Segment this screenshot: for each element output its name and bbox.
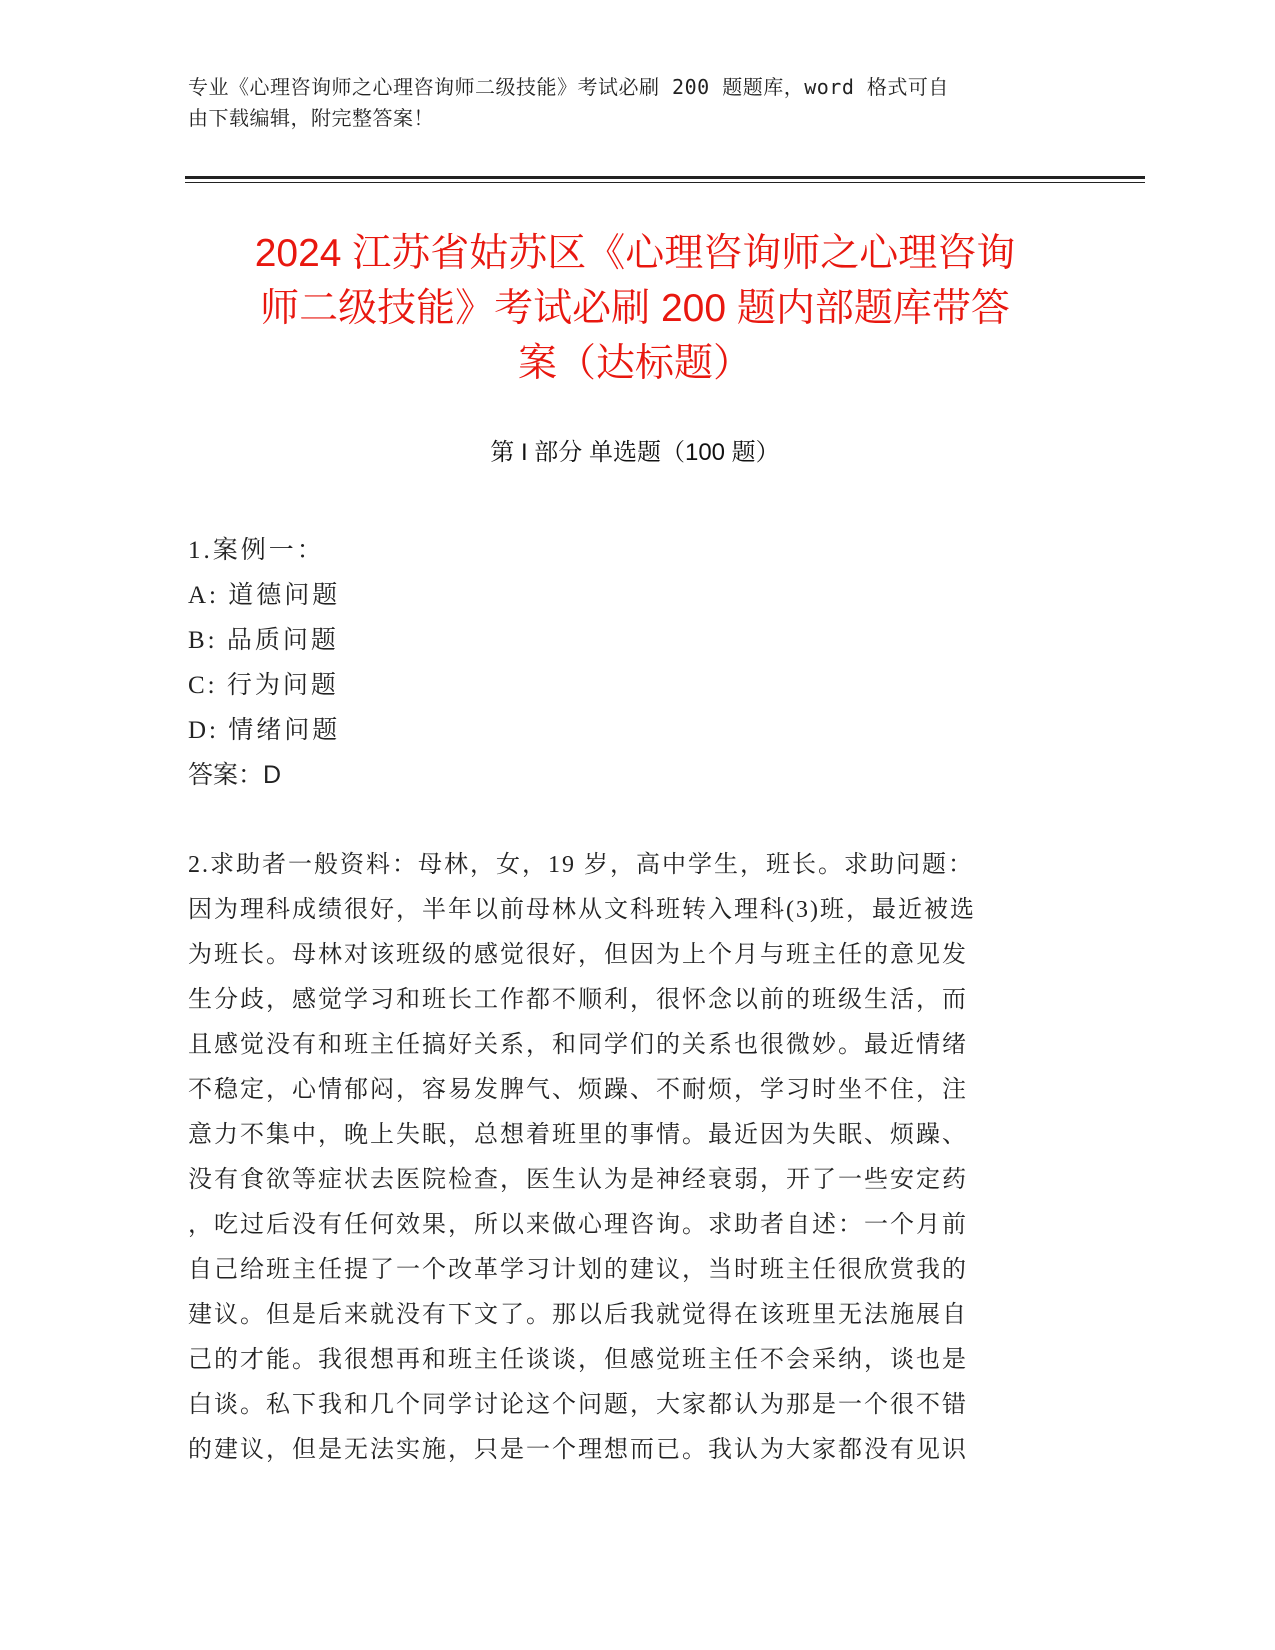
- header-divider-thick: [185, 176, 1145, 179]
- question-1-answer: 答案：D: [188, 761, 282, 789]
- question-2-line: 的建议，但是无法实施，只是一个理想而已。我认为大家都没有见识: [188, 1437, 968, 1463]
- question-1-option-d: D: 情绪问题: [188, 717, 341, 744]
- title-line-3: 案（达标题）: [517, 342, 752, 385]
- question-1-option-c: C: 行为问题: [188, 672, 339, 699]
- question-1-option-b: B: 品质问题: [188, 627, 339, 654]
- question-2: [188, 843, 1068, 1473]
- header-note-line-1: 专业《心理咨询师之心理咨询师二级技能》考试必刷 200 题题库，word 格式可自: [188, 75, 949, 99]
- question-2-line: 且感觉没有和班主任搞好关系，和同学们的关系也很微妙。最近情绪: [188, 1032, 968, 1058]
- document-title: [175, 226, 1095, 391]
- question-2-line: 意力不集中，晚上失眠，总想着班里的事情。最近因为失眠、烦躁、: [188, 1122, 968, 1148]
- question-2-line: ，吃过后没有任何效果，所以来做心理咨询。求助者自述：一个月前: [188, 1212, 968, 1238]
- header-divider-thin: [185, 182, 1145, 183]
- question-1-option-a: A: 道德问题: [188, 582, 341, 609]
- question-1-stem: 1.案例一：: [188, 537, 325, 564]
- question-1: [188, 528, 1068, 798]
- question-2-line: 不稳定，心情郁闷，容易发脾气、烦躁、不耐烦，学习时坐不住，注: [188, 1077, 968, 1103]
- question-2-line: 为班长。母林对该班级的感觉很好，但因为上个月与班主任的意见发: [188, 942, 968, 968]
- question-2-line: 己的才能。我很想再和班主任谈谈，但感觉班主任不会采纳，谈也是: [188, 1347, 968, 1373]
- section-heading: 第 I 部分 单选题（100 题）: [490, 439, 780, 466]
- question-2-line: 生分歧，感觉学习和班长工作都不顺利，很怀念以前的班级生活，而: [188, 987, 968, 1013]
- question-2-line: 因为理科成绩很好，半年以前母林从文科班转入理科(3)班，最近被选: [188, 897, 976, 923]
- header-note-line-2: 由下载编辑，附完整答案！: [188, 106, 434, 130]
- question-2-line: 白谈。私下我和几个同学讨论这个问题，大家都认为那是一个很不错: [188, 1392, 968, 1418]
- question-2-line: 没有食欲等症状去医院检查，医生认为是神经衰弱，开了一些安定药: [188, 1167, 968, 1193]
- title-line-2: 师二级技能》考试必刷 200 题内部题库带答: [260, 287, 1010, 330]
- header-note: [188, 72, 1068, 134]
- question-2-line: 2.求助者一般资料：母林，女，19 岁，高中学生，班长。求助问题：: [188, 852, 974, 878]
- title-line-1: 2024 江苏省姑苏区《心理咨询师之心理咨询: [254, 232, 1016, 275]
- question-2-line: 建议。但是后来就没有下文了。那以后我就觉得在该班里无法施展自: [188, 1302, 968, 1328]
- question-2-line: 自己给班主任提了一个改革学习计划的建议，当时班主任很欣赏我的: [188, 1257, 968, 1283]
